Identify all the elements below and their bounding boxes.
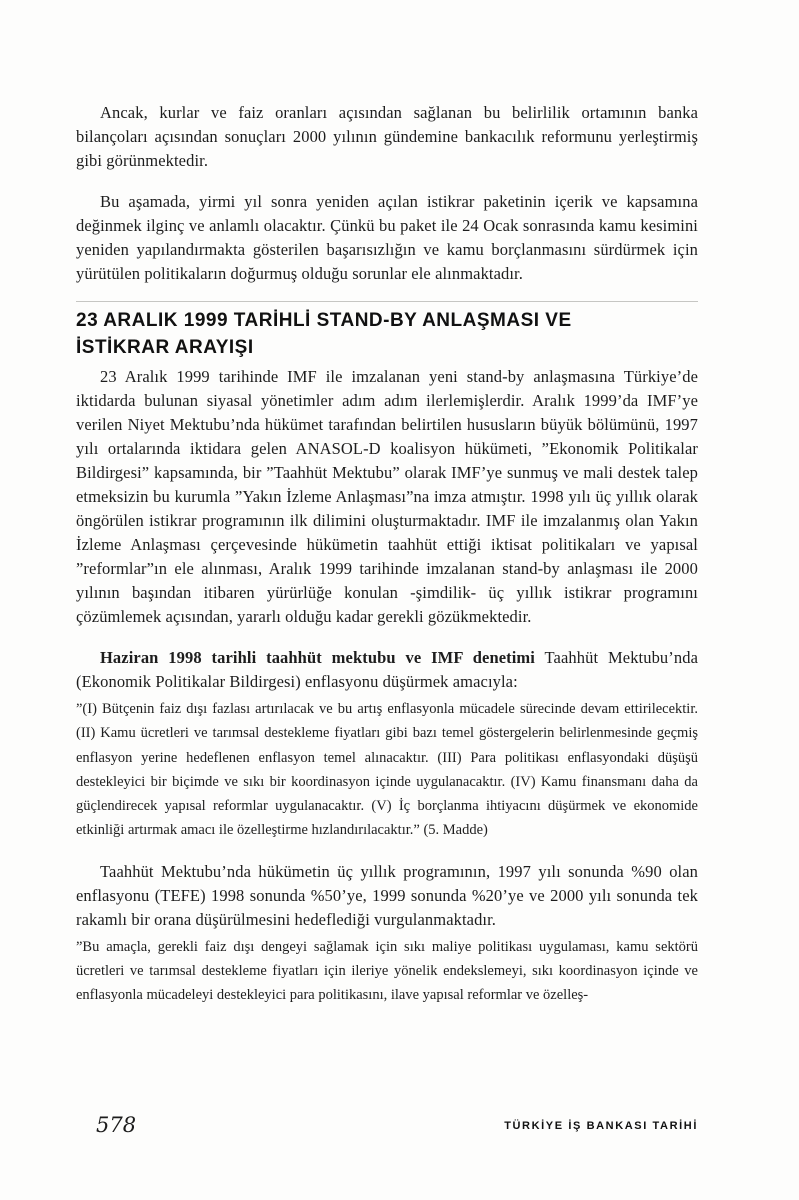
section-body-paragraph: 23 Aralık 1999 tarihinde IMF ile imzalanan yeni stand-by anlaşmasına Türkiye’de iktidarda bulunan siyasal yönetimler adım adım ilerlemişlerdir. Aralık 1999’da IMF’ye verilen Niyet Mektubu’nda hükümet tarafından belirtilen hususların büyük bölümünü, 1997 yılı ortalarında iktidara gelen ANASOL-D koalisyon hükümeti, ”Ekonomik Politikalar Bildirgesi” kapsamında, bir ”Taahhüt Mektubu” olarak IMF’ye sunmuş ve mali destek talep etmeksizin bu kurumla ”Yakın İzleme Anlaşması”na imza atmıştır. 1998 yılı üç yıllık olarak öngörülen istikrar programının ilk dilimini oluşturmaktadır. IMF ile imzalanmış olan Yakın İzleme Anlaşması çerçevesinde hükümetin taahhüt ettiği iktisat politikaları ve yapısal ”reformlar”ın ele alınması, Aralık 1999 tarihinde imzalanan stand-by anlaşması ile 2000 yılının başından itibaren yürürlüğe konulan -şimdilik- üç yıllık istikrar programını çözümlemek açısından, yararlı olduğu kadar gerekli gözükmektedir.	[76, 367, 698, 626]
section-heading-line2: İSTİKRAR ARAYIŞI	[76, 337, 254, 358]
quote-block-1: ”(I) Bütçenin faiz dışı fazlası artırılacak ve bu artış enflasyonla mücadele sürecinde devam ettirilecektir. (II) Kamu ücretleri ve tarımsal destekleme fiyatları gibi bazı temel göstergelerin belirlenmesinde geçmiş enflasyon yerine hedeflenen enflasyon temel alınacaktır. (III) Para politikası enflasyondaki düşüşü destekleyici bir biçimde ve sıkı bir koordinasyon içinde uygulanacaktır. (IV) Kamu finansmanı daha da güçlendirecek yapısal reformlar uygulanacaktır. (V) İç borçlanma ihtiyacını düşürmek ve ekonomide etkinliği artırmak amacı ile özelleştirme hızlandırılacaktır.” (5. Madde)	[76, 701, 698, 839]
subsection-paragraph	[76, 646, 698, 694]
running-title: TÜRKİYE İŞ BANKASI TARİHİ	[504, 1120, 698, 1132]
intro-paragraph-2: Bu aşamada, yirmi yıl sonra yeniden açılan istikrar paketinin içerik ve kapsamına değinmek ilginç ve anlamlı olacaktır. Çünkü bu paket ile 24 Ocak sonrasında kamu kesimini yeniden yapılandırmakta gösterilen başarısızlığın ve kamu borçlanmasını sürdürmek için yürütülen politikaların doğurmuş olduğu sorunlar ele alınmaktadır.	[76, 192, 698, 283]
section-heading-line1: 23 ARALIK 1999 TARİHLİ STAND-BY ANLAŞMASI VE	[76, 310, 572, 331]
page-content	[76, 101, 698, 1008]
section-divider-rule	[76, 301, 698, 302]
subsection-lead-text: Taahhüt Mektubu’nda (Ekonomik Politikalar Bildirgesi) enflasyonu düşürmek amacıyla:	[76, 648, 698, 691]
page-number: 578	[96, 1113, 137, 1137]
quote-block-2: ”Bu amaçla, gerekli faiz dışı dengeyi sağlamak için sıkı maliye politikası uygulaması, kamu sektörü ücretleri ve tarımsal destekleme fiyatları için ileriye yönelik endekslemeyi, sıkı koordinasyon içinde ve enflasyonla mücadeleyi destekleyici para politikasını, ilave yapısal reformlar ve özelleş-	[76, 938, 698, 1004]
subsection-run-in-heading: Haziran 1998 tarihli taahhüt mektubu ve IMF denetimi	[100, 648, 535, 667]
section-heading	[76, 307, 698, 361]
intro-paragraph-1: Ancak, kurlar ve faiz oranları açısından sağlanan bu belirlilik ortamının banka bilançoları açısından sonuçları 2000 yılının gündemine bankacılık reformunu yerleştirmiş gibi görünmektedir.	[76, 103, 698, 170]
page-footer	[76, 1113, 698, 1137]
inflation-targets-paragraph: Taahhüt Mektubu’nda hükümetin üç yıllık programının, 1997 yılı sonunda %90 olan enflasyonu (TEFE) 1998 sonunda %50’ye, 1999 sonunda %20’ye ve 2000 yılı sonunda tek rakamlı bir orana düşürülmesini hedeflediği vurgulanmaktadır.	[76, 861, 698, 929]
